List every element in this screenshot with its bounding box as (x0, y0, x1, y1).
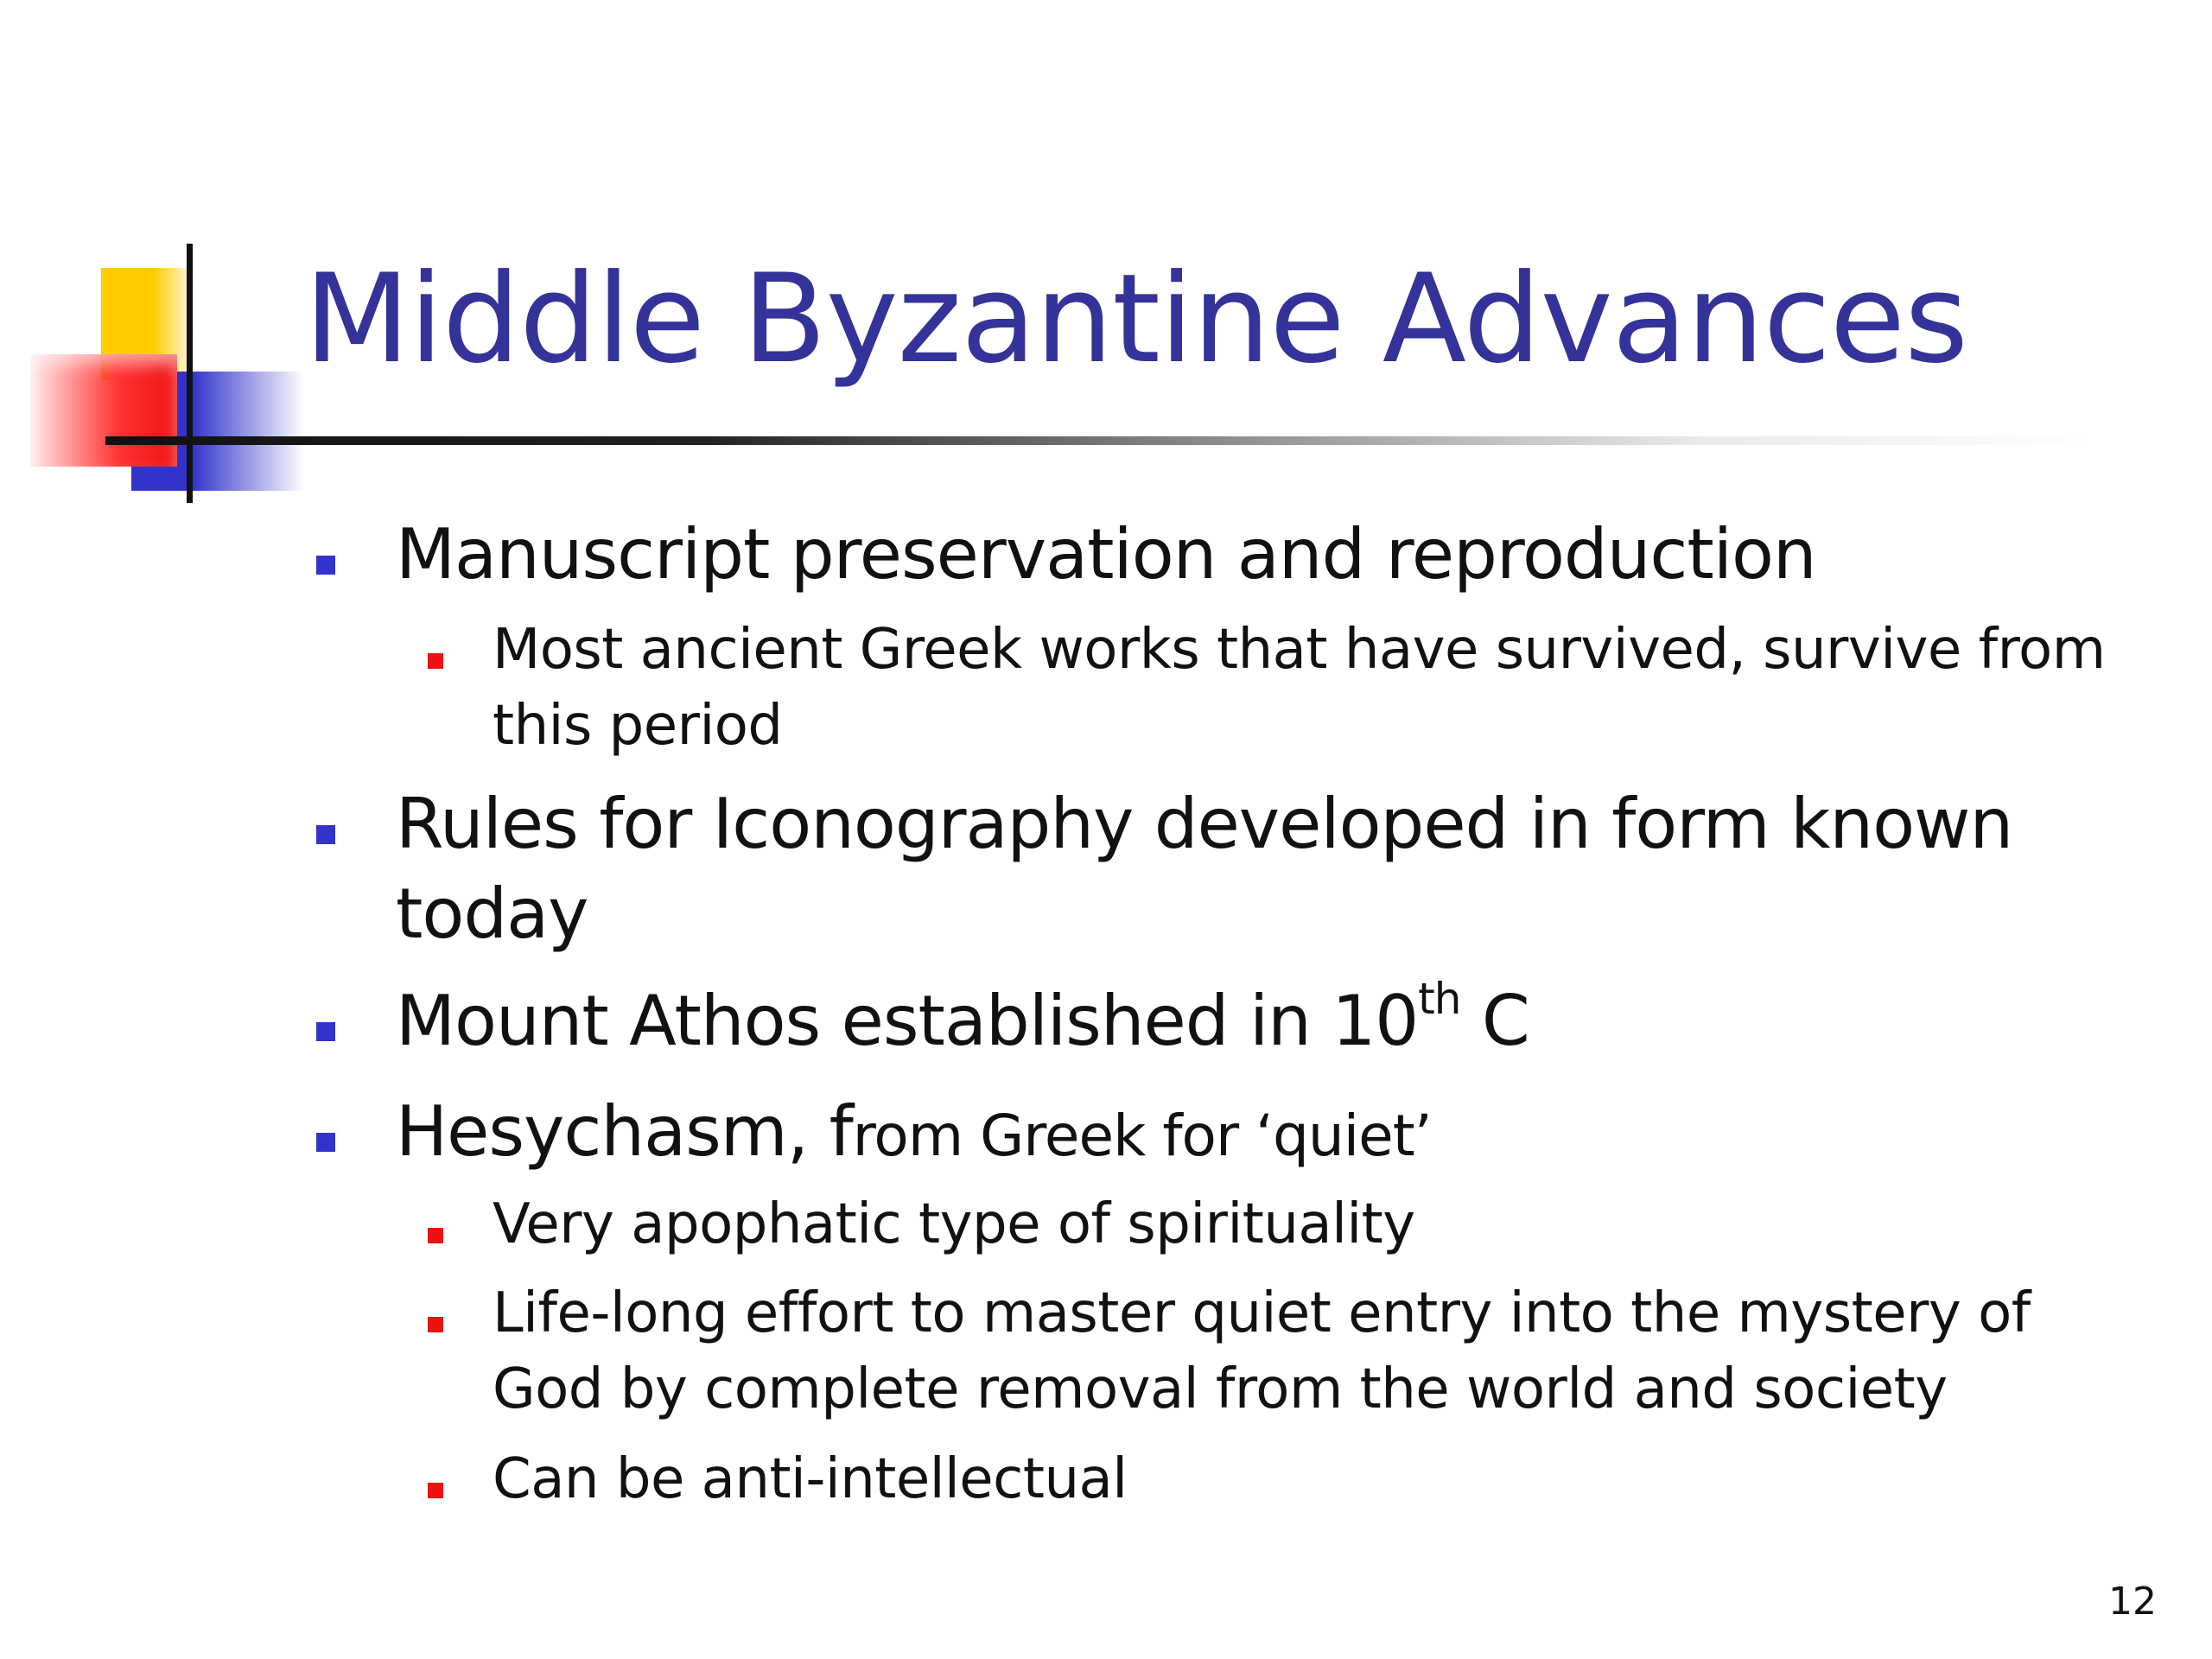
sub-bullet-item (493, 1441, 2134, 1517)
bullet-marker (316, 556, 335, 575)
bullet-marker (316, 1022, 335, 1041)
sub-bullet-marker (428, 653, 443, 669)
sub-bullet-marker (428, 1317, 443, 1332)
bullet-marker (316, 825, 335, 844)
bullet-text-small: rom Greek for ‘quiet’ (852, 1103, 1432, 1169)
sub-bullet-item (493, 1186, 2134, 1262)
sub-bullet-item (493, 1275, 2134, 1427)
bullet-text: Hesychasm, f (396, 1091, 853, 1172)
bullet-item (396, 779, 2089, 959)
sub-bullet-line: Can be anti-intellectual (493, 1447, 1128, 1511)
bullet-line: Rules for Iconography developed in form known (396, 784, 2013, 864)
sub-bullet-line: Most ancient Greek works that have survived, survive from (493, 618, 2106, 682)
bullet-line: today (396, 874, 588, 954)
sub-bullet-line: Very apophatic type of spirituality (493, 1192, 1415, 1256)
sub-bullet-marker (428, 1483, 443, 1498)
page-number: 12 (2108, 1580, 2157, 1624)
bullet-item (396, 1087, 2089, 1181)
bullet-item (396, 976, 2089, 1066)
sub-bullet-item (493, 612, 2134, 764)
sub-bullet-marker (428, 1228, 443, 1243)
sub-bullet-line: Life-long effort to master quiet entry into the mystery of (493, 1281, 2031, 1345)
bullet-text: Manuscript preservation and reproduction (396, 514, 1816, 594)
sub-bullet-line: God by complete removal from the world and society (493, 1357, 1948, 1421)
bullet-item (396, 510, 2089, 600)
bullet-text: Mount Athos established in 10 (396, 981, 1419, 1061)
superscript: th (1418, 974, 1461, 1025)
slide-title: Middle Byzantine Advances (304, 248, 1968, 391)
sub-bullet-line: this period (493, 694, 783, 758)
bullet-text-end: C (1460, 981, 1529, 1061)
bullet-marker (316, 1133, 335, 1152)
